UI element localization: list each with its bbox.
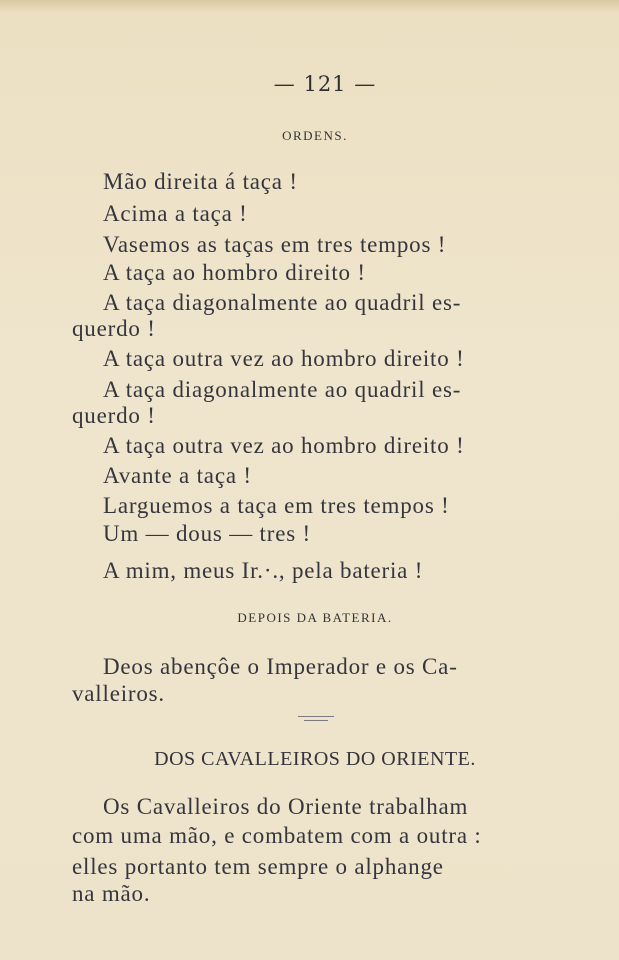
orders-line-6: querdo ! bbox=[72, 316, 156, 341]
orient-line-2: com uma mão, e combatem com a outra : bbox=[72, 823, 482, 848]
page-top-edge bbox=[0, 0, 619, 12]
after-line-2: valleiros. bbox=[72, 681, 165, 706]
page-number: — 121 — bbox=[273, 72, 377, 96]
after-line-1: Deos abençôe o Imperador e os Ca- bbox=[103, 654, 458, 679]
orders-line-9: querdo ! bbox=[72, 403, 156, 428]
orders-line-10: A taça outra vez ao hombro direito ! bbox=[103, 433, 465, 458]
orient-line-4: na mão. bbox=[72, 881, 151, 906]
section-divider bbox=[298, 716, 334, 717]
orders-line-7: A taça outra vez ao hombro direito ! bbox=[103, 346, 465, 371]
orders-line-3: Vasemos as taças em tres tempos ! bbox=[103, 232, 447, 257]
orient-heading: DOS CAVALLEIROS DO ORIENTE. bbox=[154, 748, 476, 770]
orders-line-2: Acima a taça ! bbox=[103, 201, 248, 226]
orient-line-3: elles portanto tem sempre o alphange bbox=[72, 854, 444, 879]
after-heading: DEPOIS DA BATERIA. bbox=[237, 610, 393, 625]
orders-line-5: A taça diagonalmente ao quadril es- bbox=[103, 290, 462, 315]
orders-line-13: Um — dous — tres ! bbox=[103, 521, 311, 546]
orders-heading: ORDENS. bbox=[282, 128, 348, 143]
section-divider-short bbox=[304, 720, 328, 721]
orient-line-1: Os Cavalleiros do Oriente trabalham bbox=[103, 794, 469, 819]
orders-line-11: Avante a taça ! bbox=[103, 463, 252, 488]
orders-line-4: A taça ao hombro direito ! bbox=[103, 260, 366, 285]
orders-line-14: A mim, meus Ir.·., pela bateria ! bbox=[103, 558, 424, 583]
orders-line-12: Larguemos a taça em tres tempos ! bbox=[103, 493, 450, 518]
orders-line-8: A taça diagonalmente ao quadril es- bbox=[103, 377, 462, 402]
orders-line-1: Mão direita á taça ! bbox=[103, 169, 298, 194]
